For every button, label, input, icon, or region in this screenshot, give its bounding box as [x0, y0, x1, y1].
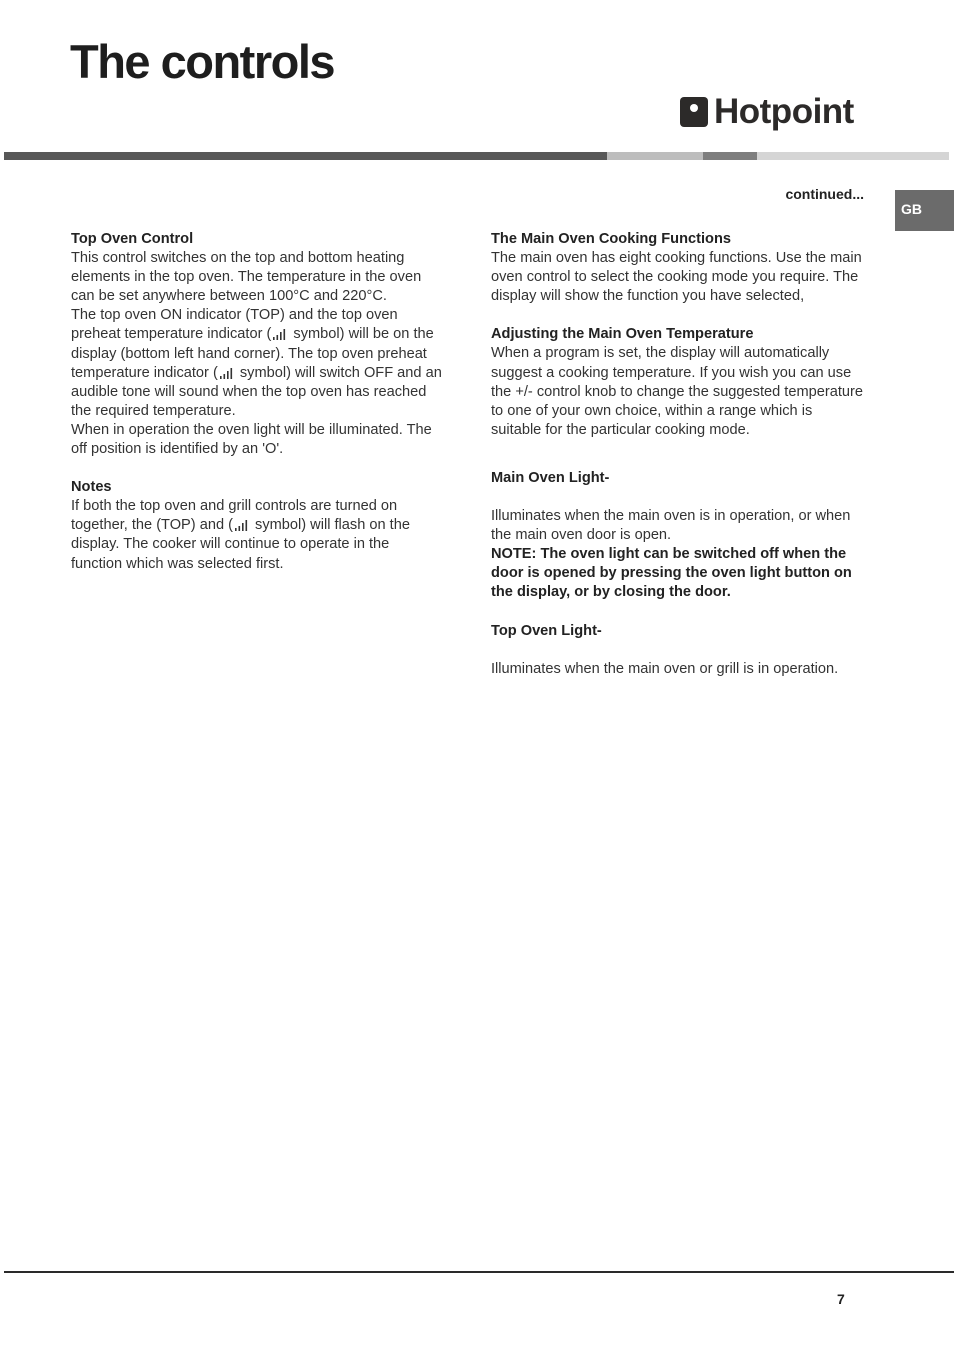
notes-paragraph: If both the top oven and grill controls are turned on together, the (TOP) and ( symbol) will flash on the display. The cooker will continue to operate in the function which was selected first.	[71, 498, 410, 572]
continued-label: continued...	[785, 186, 864, 202]
main-oven-light-paragraph: Illuminates when the main oven is in operation, or when the main oven door is open.	[491, 508, 851, 544]
right-column	[491, 230, 863, 679]
top-oven-paragraph-1: This control switches on the top and bottom heating elements in the top oven. The temperature in the oven can be set anywhere between 100°C and 220°C.	[71, 250, 422, 305]
brand-name: Hotpoint	[714, 92, 854, 131]
signal-bars-icon	[219, 366, 235, 379]
left-column	[71, 230, 443, 574]
signal-bars-icon	[272, 327, 288, 340]
page-title: The controls	[70, 35, 335, 88]
header-bar-lighter	[757, 152, 949, 160]
adjust-temperature-heading: Adjusting the Main Oven Temperature	[491, 326, 754, 343]
top-oven-control-heading: Top Oven Control	[71, 231, 194, 247]
top-oven-paragraph-2: The top oven ON indicator (TOP) and the top oven preheat temperature indicator ( symbol) will be on the display (bottom left hand corner). The top oven preheat temperature indicator ( symbol) will switch OFF and an audible tone will sound when the top oven has reached the required temperature.	[71, 307, 442, 419]
top-oven-light-paragraph: Illuminates when the main oven or grill is in operation.	[491, 660, 839, 677]
top-oven-paragraph-3: When in operation the oven light will be illuminated. The off position is identified by an 'O'.	[71, 421, 432, 458]
cooking-functions-heading: The Main Oven Cooking Functions	[491, 231, 731, 247]
top-oven-light-heading: Top Oven Light-	[491, 622, 602, 639]
hotpoint-logo-icon	[680, 97, 708, 127]
cooking-functions-paragraph: The main oven has eight cooking functions. Use the main oven control to select the cooking mode you require. The display will show the function you have selected,	[491, 250, 862, 305]
language-tab: GB	[895, 190, 954, 231]
notes-heading: Notes	[71, 479, 112, 496]
page-number: 7	[837, 1291, 845, 1307]
header-bar-mid	[703, 152, 757, 160]
header-bar-dark	[4, 152, 607, 160]
adjust-temperature-paragraph: When a program is set, the display will automatically suggest a cooking temperature. If you wish you can use the +/- control knob to change the suggested temperature to one of your own choice, within a range which is suitable for the particular cooking mode.	[491, 345, 863, 438]
brand-logo	[680, 92, 854, 132]
footer-rule	[4, 1271, 954, 1273]
main-oven-light-note: NOTE: The oven light can be switched off when the door is opened by pressing the oven light button on the display, or by closing the door.	[491, 546, 852, 601]
header-bar-light	[607, 152, 703, 160]
main-oven-light-heading: Main Oven Light-	[491, 469, 610, 486]
signal-bars-icon	[234, 518, 250, 531]
